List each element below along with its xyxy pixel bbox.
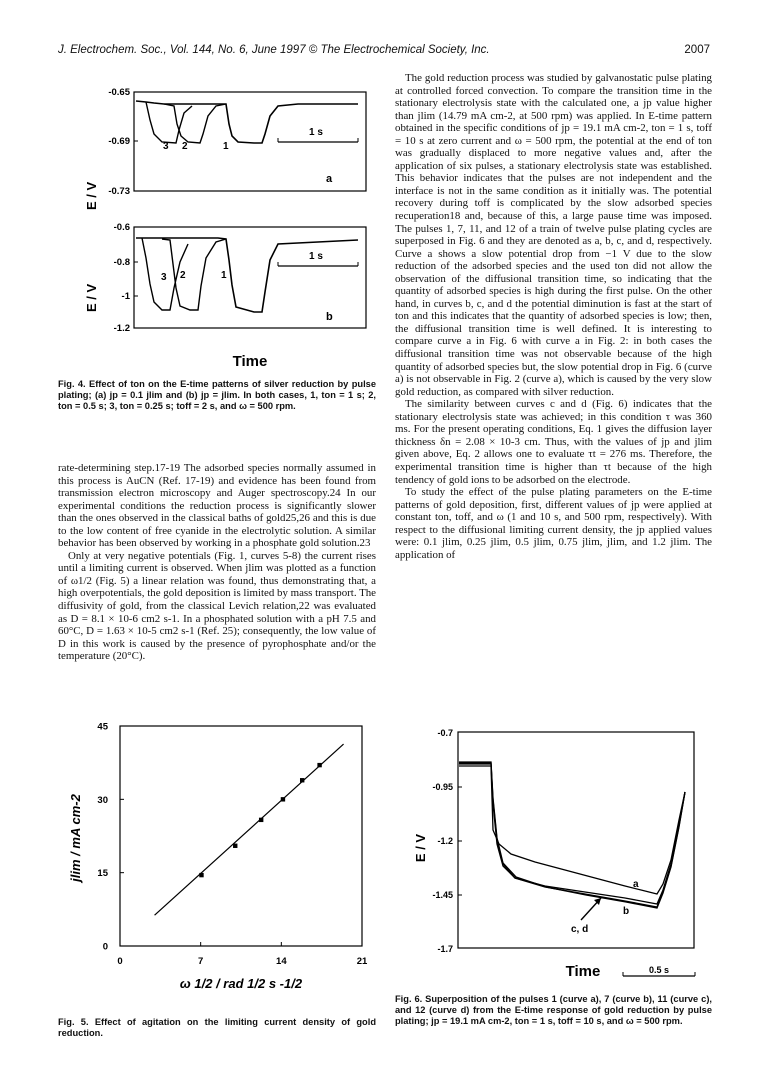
fig6-scale-label: 0.5 s [648,965,670,975]
fig4b-curve-1 [136,238,358,312]
fig6-ytick-2: -0.95 [432,782,453,792]
fig5-data-point [281,797,285,801]
journal-citation: J. Electrochem. Soc., Vol. 144, No. 6, June 1997 © The Electrochemical Society, Inc. [58,44,490,56]
fig6-ytick-5: -1.7 [437,944,453,954]
fig5-ytick-label: 45 [97,721,108,733]
fig4b-ylabel: E / V [84,283,99,312]
fig4a-scale-label: 1 s [309,127,323,138]
fig4b-scale-label: 1 s [309,251,323,262]
fig5-caption: Fig. 5. Effect of agitation on the limiting current density of gold reduction. [58,1017,376,1039]
fig6-ylabel: E / V [413,833,428,863]
fig6-frame [458,732,694,948]
fig4b-ytick-2: -0.8 [113,257,130,268]
fig6-curve-d [459,762,685,908]
fig4a-ytick-3: -0.73 [108,186,130,197]
fig6-ytick-3: -1.2 [437,836,453,846]
fig6-ytick-1: -0.7 [437,728,453,738]
fig5-ytick-label: 30 [97,794,108,806]
fig5-ytick-label: 0 [102,941,108,953]
body-right-column [395,72,712,561]
fig5-data-point [199,873,203,877]
body-left-column [58,462,376,663]
fig4-xlabel: Time [232,353,268,370]
fig5-xtick-label: 7 [198,956,204,967]
fig5-xtick-label: 21 [356,956,368,967]
fig4b-label-1: 1 [221,270,227,281]
fig4a-ytick-2: -0.69 [108,136,130,147]
fig4a-curve-2 [164,104,226,143]
fig4-caption: Fig. 4. Effect of ton on the E-time patterns of silver reduction by pulse plating; (a) jp = 0.1 jlim and (b) jp = jlim. In both cases, 1, ton = 1 s; 2, ton = 0.5 s; 3, ton = 0.25 s; toff = 2 s, and ω = 500 rpm. [58,379,376,412]
fig4a-label-2: 2 [182,141,188,152]
fig4a-ytick-1: -0.65 [108,87,130,98]
fig4b-label-2: 2 [180,270,186,281]
fig4a-curve-1 [136,101,358,143]
figure-6 [395,720,715,990]
page-number: 2007 [684,44,710,56]
body-left-paragraph: Only at very negative potentials (Fig. 1, curves 5-8) the current rises until a limiting current is observed. When jlim was plotted as a function of ω1/2 (Fig. 5) a linear relation was found, thus demonstrating that, a high overpotentials, the gold deposition is limited by mass transport. The diffusivity of gold, from the classical Levich relation,22 was evaluated as D = 8.1 × 10-6 cm2 s-1. In a phosphated solution with a pH 7.5 and 60°C, D = 1.63 × 10-5 cm2 s-1 (Ref. 25); consequently, the low value of D in this work is caused by the presence of pyrophosphate and/or the temperature (20°C). [58,549,377,663]
fig4b-label-3: 3 [161,272,167,283]
fig4b-ytick-1: -0.6 [113,222,130,233]
fig6-label-b: b [623,906,630,917]
page-header [58,44,710,60]
fig4b-panel-label: b [326,311,333,323]
fig4a-curve-3 [146,102,192,143]
fig5-xlabel: ω 1/2 / rad 1/2 s -1/2 [179,976,303,991]
fig4a-panel-label: a [326,173,333,185]
fig6-ytick-4: -1.45 [432,890,453,900]
body-right-paragraph: To study the effect of the pulse plating parameters on the E-time patterns of gold deposition, first, different values of jp were applied at constant ton, toff, and ω (1 and 10 s, and 500 rpm, respectively). With respect to the diffusional limiting current density, the jp applied values were: 0.1 jlim, 0.25 jlim, 0.5 jlim, 0.75 jlim, jlim, and 1.2 jlim. The application of [395,486,712,561]
fig4a-ylabel: E / V [84,181,99,210]
figure-4 [58,80,378,370]
fig5-data-point [233,844,237,848]
fig6-caption: Fig. 6. Superposition of the pulses 1 (curve a), 7 (curve b), 11 (curve c), and 12 (curve d) from the E-time response of gold reduction by pulse plating; jp = 19.1 mA cm-2, ton = 1 s, toff = 10 s, and ω = 500 rpm. [395,994,712,1027]
fig4a-label-1: 1 [223,141,229,152]
fig5-xtick-label: 0 [117,956,123,967]
fig4b-ytick-3: -1 [121,291,130,302]
body-right-paragraph: The gold reduction process was studied by galvanostatic pulse plating at controlled forced convection. To compare the transition time in the stationary electrolysis state with the calculated one, a jp value higher than jlim (14.79 mA cm-2, at 500 rpm) was applied. In E-time pattern obtained in the specific conditions of jp = 19.1 mA cm-2, ton = 1 s, toff = 10 s at zero current and ω = 500 rpm, the potential at the end of ton was gradually displaced to more negative values and, after the application of six pulses, a stationary electrolysis state was established. This behavior indicates that the pulses are not independent and the interface is not in the same condition as it initially was. The potential recovery during toff is complicated by the slow adsorbed species recuperation18 and, because of this, a large pause time was imposed. The pulses 1, 7, 11, and 12 of a train of twelve pulse plating cycles are superposed in Fig. 6 and they are denoted as a, b, c, and d, respectively. Curve a shows a slow potential drop from −1 V due to the slow reduction of the adsorbed species and the used ton did not allow the observation of the diffusional transition time, so indicating that the quantity of adsorbed species is high during the first pulse. On the other hand, in curves b, c, and d the potential diminution is fast at the start of ton and this indicates that the quantity of adsorbed species is low; then, the diffusional transition time is well defined. It is interesting to compare curve a in Fig. 6 with curve a in Fig. 2: in both cases the diffusional transition time was not observable because of the high quantity of adsorbed species but, the slow potential drop in Fig. 6 (curve a) is not observable in Fig. 2 (curve a), which is caused by the very slow gold reduction, as compared with silver reduction. [395,72,712,398]
fig5-xtick-label: 14 [276,956,287,967]
fig5-data-point [300,778,304,782]
fig5-fit-line [155,744,344,915]
fig6-label-a: a [633,879,639,890]
body-right-paragraph: The similarity between curves c and d (Fig. 6) indicates that the stationary electrolysis state was achieved; in this condition τ was 360 ms. For the present operating conditions, Eq. 1 gives the diffusion layer thickness δn = 2.08 × 10-3 cm. Thus, with the values of jp and jlim given above, Eq. 2 allows one to evaluate τt = 276 ms. Therefore, the experimental transition time is higher than τt because of the high tendency of gold ions to be adsorbed on the electrode. [395,398,712,486]
fig5-data-point [317,763,321,767]
fig4a-label-3: 3 [163,141,169,152]
fig4b-ytick-4: -1.2 [113,323,130,334]
fig4-panel-b [84,222,366,334]
body-left-paragraph: rate-determining step.17-19 The adsorbed species normally assumed in this process is AuCN (Ref. 17-19) and evidence has been found from transmission electron microscopy and Auger spectroscopy.24 In our experimental conditions the reduction process is significantly slower than the ones observed in the classical baths of gold25,26 and this is due to the low content of free cyanide in the electrolytic solution. A similar behavior has been observed by working in a phosphate gold solution.23 [58,462,376,550]
figure-5-chart [58,718,378,1018]
fig5-data-point [259,818,263,822]
fig5-ylabel: jlim / mA cm-2 [68,794,83,882]
fig6-label-cd: c, d [571,924,589,935]
fig5-ytick-label: 15 [97,868,108,880]
fig4-panel-a [84,87,366,210]
fig6-xlabel: Time [565,963,601,980]
